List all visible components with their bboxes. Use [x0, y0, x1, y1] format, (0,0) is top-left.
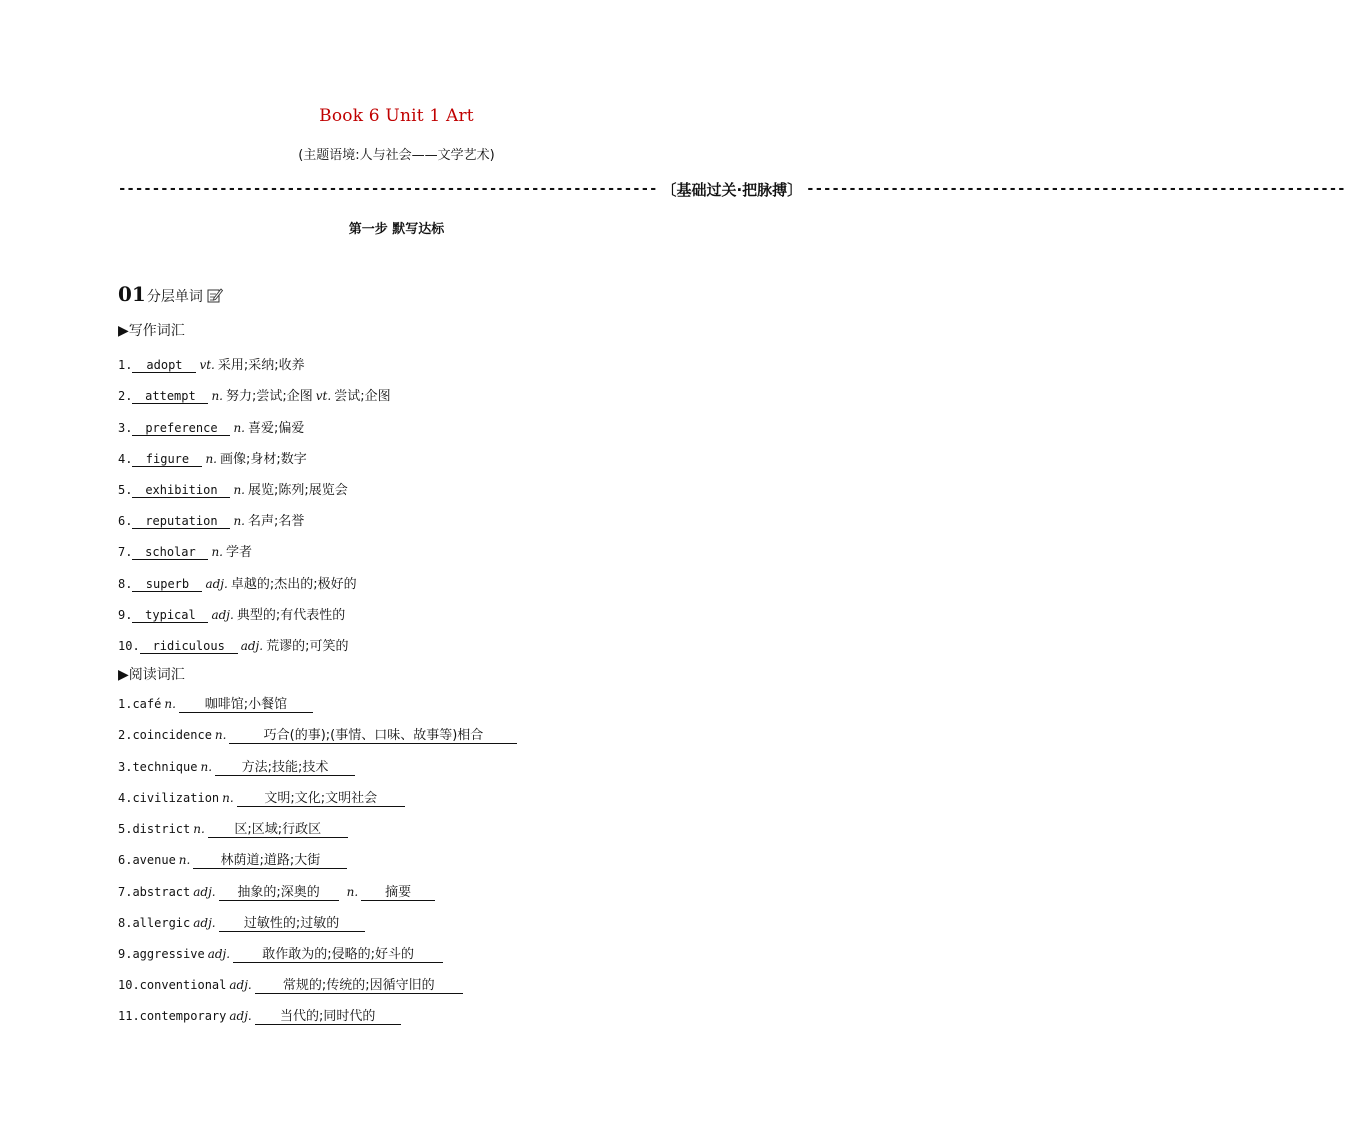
- section-heading: [118, 282, 223, 306]
- list-item: 1.café n. 咖啡馆;小餐馆: [118, 697, 313, 713]
- answer-blank: 当代的;同时代的: [255, 1010, 401, 1025]
- answer-blank: 摘要: [361, 886, 435, 901]
- answer-blank: 过敏性的;过敏的: [219, 917, 365, 932]
- answer-blank: typical: [132, 608, 208, 623]
- list-item: 3. preference n. 喜爱;偏爱: [118, 421, 305, 436]
- writing-vocab-heading: ▶写作词汇: [118, 323, 185, 339]
- section-banner: [118, 176, 1346, 202]
- list-item: 10. ridiculous adj. 荒谬的;可笑的: [118, 639, 349, 654]
- list-item: 11.contemporary adj. 当代的;同时代的: [118, 1009, 401, 1025]
- section-number: 01: [118, 282, 146, 306]
- answer-blank: 区;区域;行政区: [208, 823, 348, 838]
- list-item: 5. exhibition n. 展览;陈列;展览会: [118, 483, 348, 498]
- answer-blank: 方法;技能;技术: [215, 761, 355, 776]
- list-item: 8. superb adj. 卓越的;杰出的;极好的: [118, 577, 357, 592]
- answer-blank: figure: [132, 452, 202, 467]
- list-item: 4.civilization n. 文明;文化;文明社会: [118, 791, 405, 807]
- list-item: 7. scholar n. 学者: [118, 545, 253, 560]
- answer-blank: superb: [132, 577, 202, 592]
- list-item: 4. figure n. 画像;身材;数字: [118, 452, 307, 467]
- answer-blank: 林荫道;道路;大街: [193, 854, 347, 869]
- banner-label: 〔基础过关·把脉搏〕: [661, 180, 803, 199]
- answer-blank: ridiculous: [140, 639, 238, 654]
- list-item: 7.abstract adj. 抽象的;深奥的 n. 摘要: [118, 885, 435, 901]
- reading-vocab-heading: ▶阅读词汇: [118, 667, 185, 683]
- answer-blank: exhibition: [132, 483, 230, 498]
- list-item: 6.avenue n. 林荫道;道路;大街: [118, 853, 347, 869]
- banner-rule-left: ----------------------------------------------------------------: [118, 181, 658, 197]
- list-item: 10.conventional adj. 常规的;传统的;因循守旧的: [118, 978, 463, 994]
- answer-blank: attempt: [132, 389, 208, 404]
- answer-blank: adopt: [132, 358, 196, 373]
- list-item: 2. attempt n. 努力;尝试;企图 vt. 尝试;企图: [118, 389, 391, 404]
- answer-blank: preference: [132, 421, 230, 436]
- answer-blank: 巧合(的事);(事情、口味、故事等)相合: [229, 729, 517, 744]
- section-label: 分层单词: [146, 289, 203, 305]
- pencil-note-icon: [207, 287, 223, 303]
- list-item: 2.coincidence n. 巧合(的事);(事情、口味、故事等)相合: [118, 728, 517, 744]
- theme-context: (主题语境:人与社会——文学艺术): [298, 148, 495, 163]
- answer-blank: 敢作敢为的;侵略的;好斗的: [233, 948, 443, 963]
- list-item: 5.district n. 区;区域;行政区: [118, 822, 348, 838]
- step-title: 第一步 默写达标: [348, 222, 445, 237]
- list-item: 6. reputation n. 名声;名誉: [118, 514, 305, 529]
- list-item: 9.aggressive adj. 敢作敢为的;侵略的;好斗的: [118, 947, 443, 963]
- answer-blank: scholar: [132, 545, 208, 560]
- list-item: 1. adopt vt. 采用;采纳;收养: [118, 358, 305, 373]
- list-item: 8.allergic adj. 过敏性的;过敏的: [118, 916, 365, 932]
- answer-blank: reputation: [132, 514, 230, 529]
- list-item: 3.technique n. 方法;技能;技术: [118, 760, 355, 776]
- answer-blank: 咖啡馆;小餐馆: [179, 698, 313, 713]
- answer-blank: 抽象的;深奥的: [219, 886, 339, 901]
- answer-blank: 常规的;传统的;因循守旧的: [255, 979, 463, 994]
- answer-blank: 文明;文化;文明社会: [237, 792, 405, 807]
- banner-rule-right: ----------------------------------------------------------------: [806, 181, 1346, 197]
- page-title: Book 6 Unit 1 Art: [319, 106, 474, 126]
- list-item: 9. typical adj. 典型的;有代表性的: [118, 608, 346, 623]
